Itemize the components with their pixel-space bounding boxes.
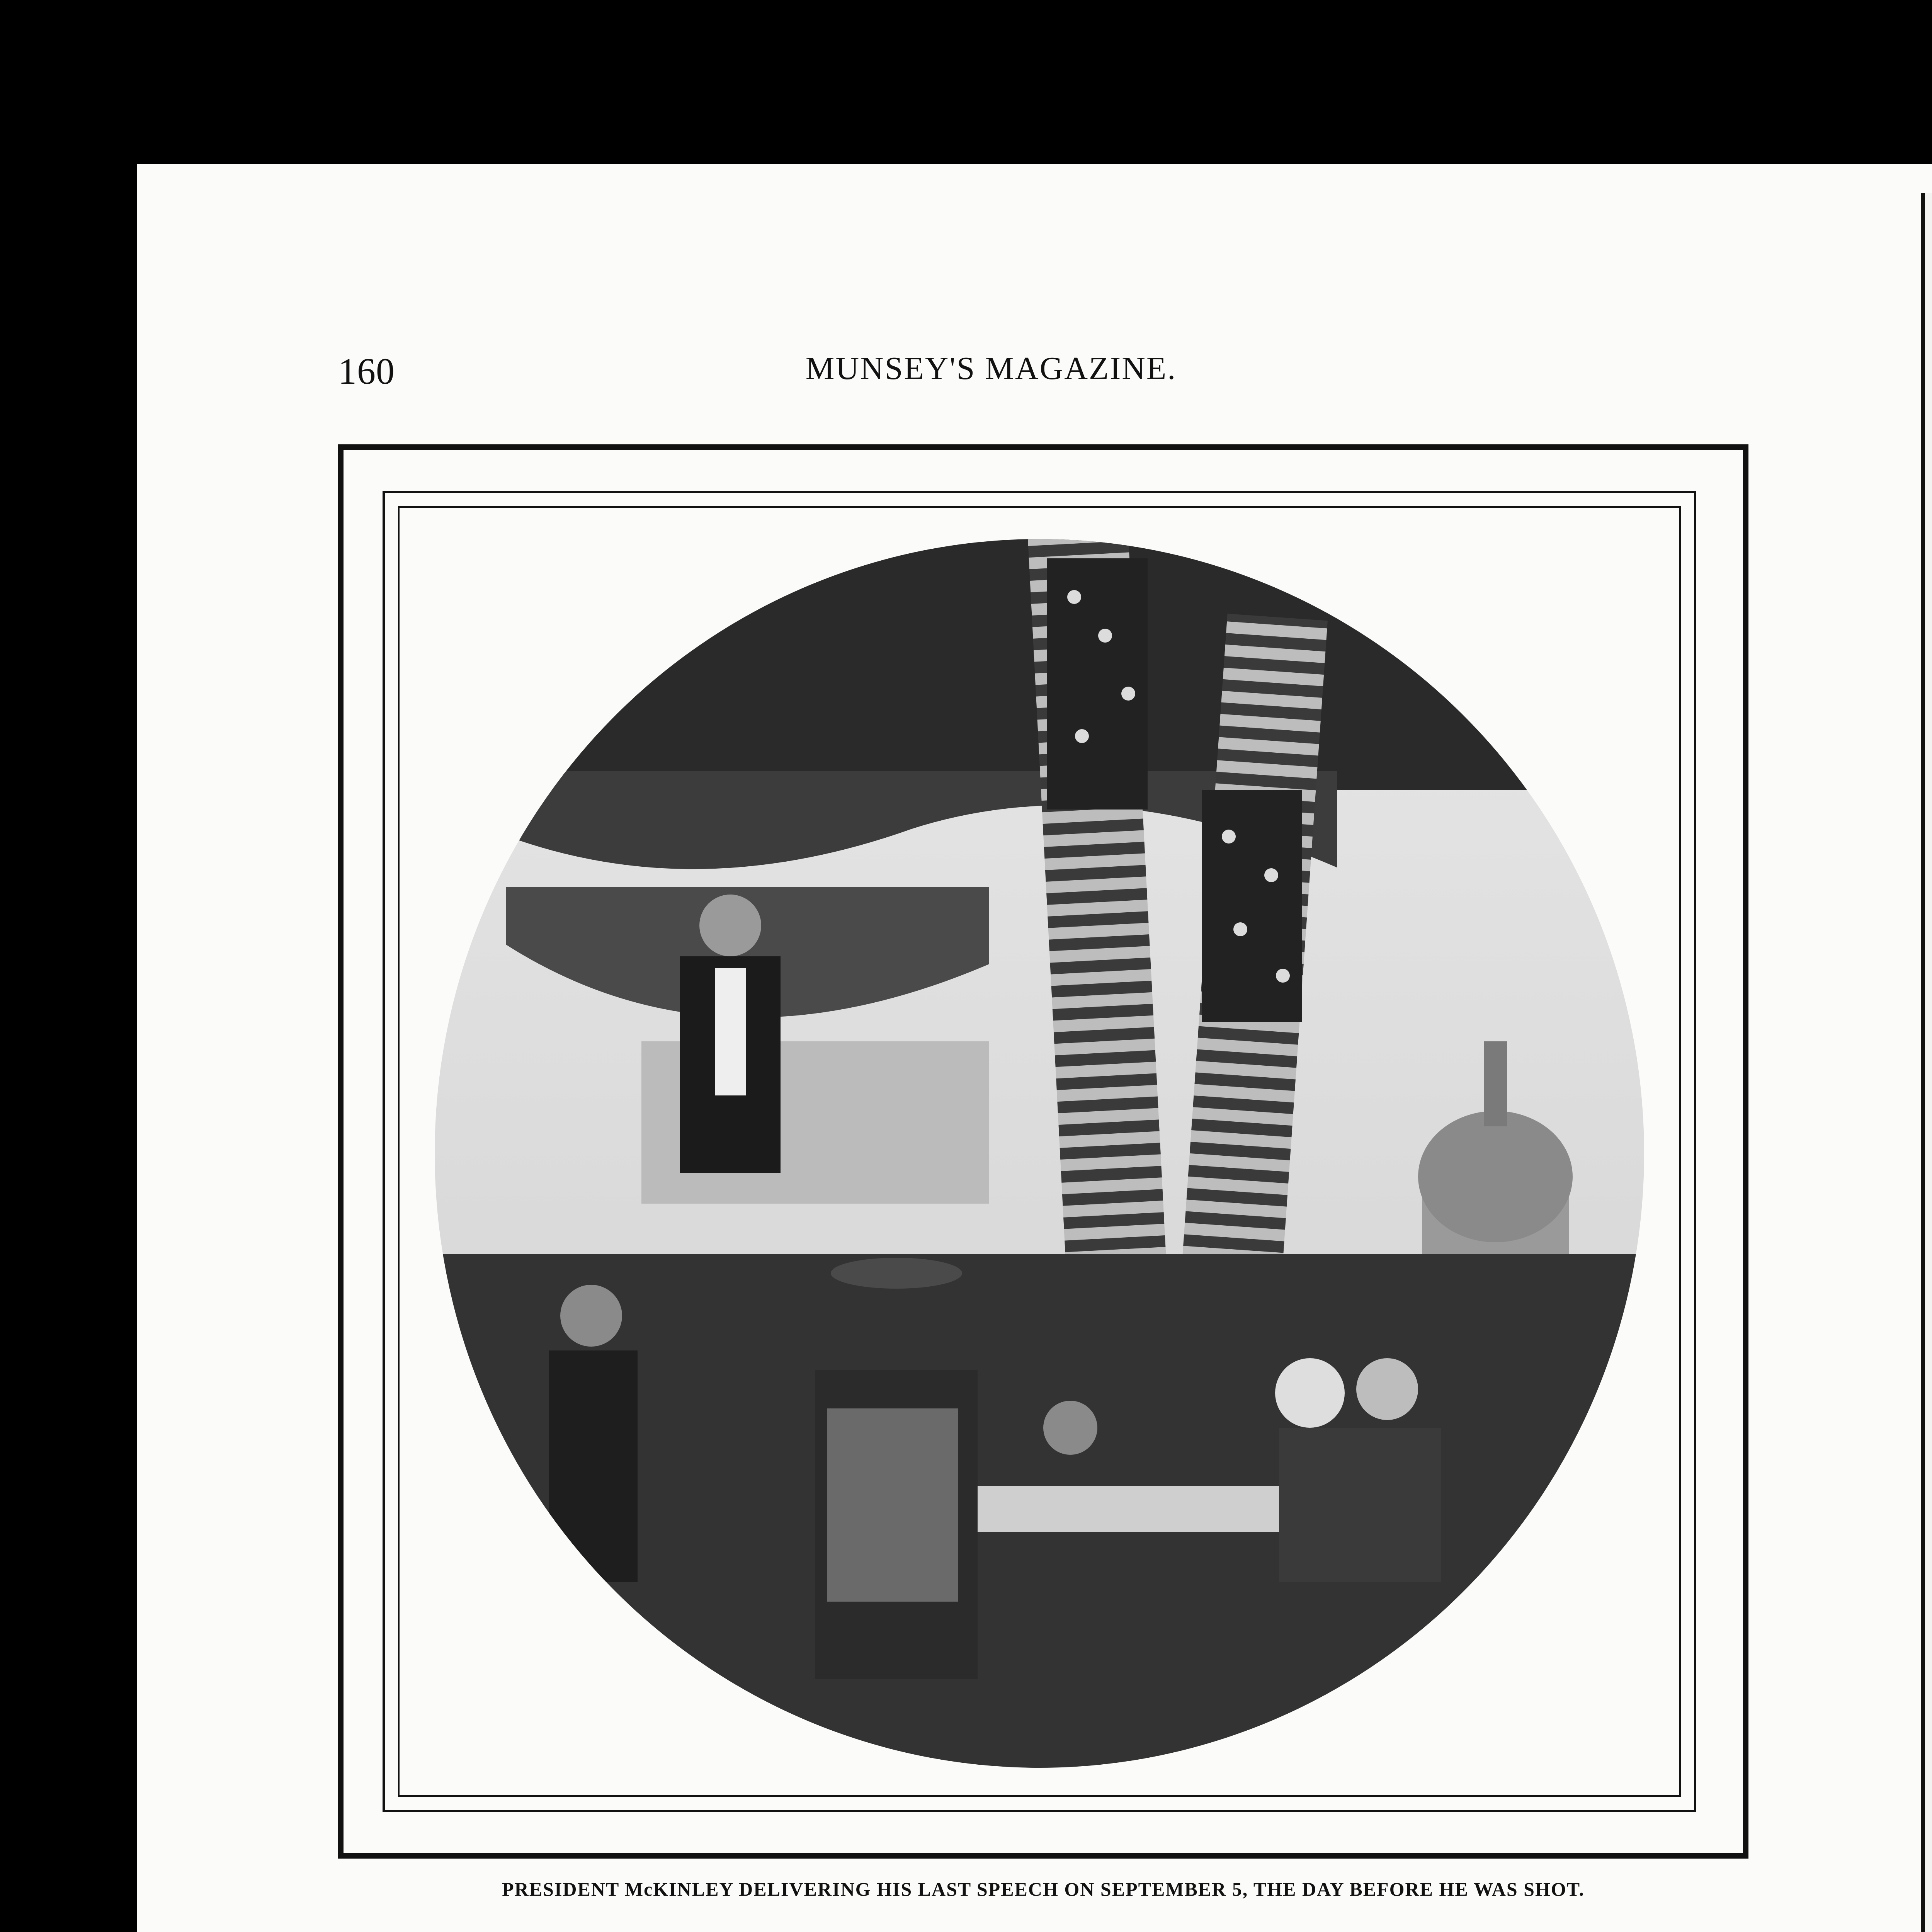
facing-page-edge bbox=[1921, 193, 1932, 1932]
illustration-caption: PRESIDENT McKINLEY DELIVERING HIS LAST SPEECH ON SEPTEMBER 5, THE DAY BEFORE HE WAS SHOT. bbox=[502, 1878, 1585, 1900]
speech-photograph bbox=[410, 520, 1669, 1787]
running-title: MUNSEY'S MAGAZINE. bbox=[805, 350, 1177, 386]
running-head bbox=[338, 350, 1644, 400]
page-number: 160 bbox=[338, 350, 395, 392]
